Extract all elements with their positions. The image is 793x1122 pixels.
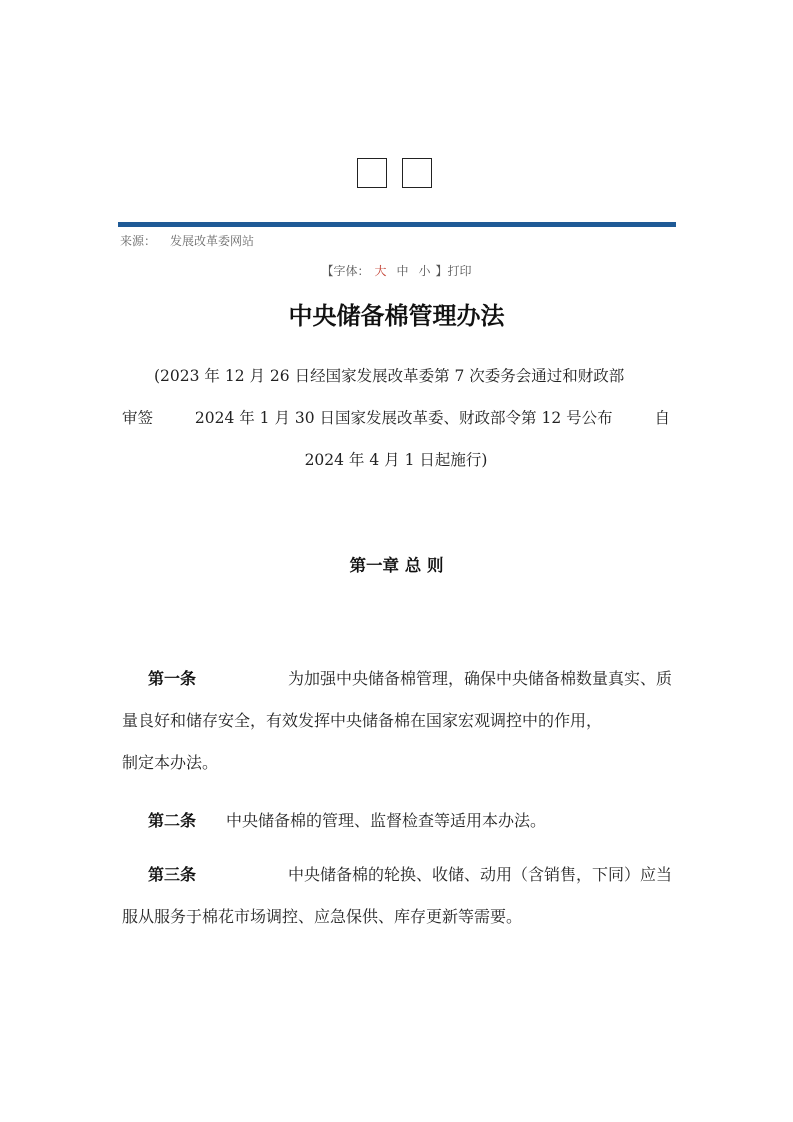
source-value: 发展改革委网站 bbox=[170, 234, 255, 248]
article-2-line-1 bbox=[122, 800, 672, 842]
print-link[interactable]: 打印 bbox=[447, 264, 472, 278]
preamble-line-3: 2024 年 4 月 1 日起施行) bbox=[304, 451, 488, 469]
article-2-label: 第二条 bbox=[148, 811, 197, 830]
chapter-title: 第一章 总 则 bbox=[349, 556, 444, 575]
article-1-line-2: 量良好和储存安全，有效发挥中央储备棉在国家宏观调控中的作用， bbox=[122, 711, 603, 730]
source-info bbox=[120, 232, 254, 249]
site-logo bbox=[357, 158, 432, 188]
font-size-medium-link[interactable]: 中 bbox=[396, 264, 409, 278]
font-bar-open: 【字体： bbox=[321, 264, 370, 278]
font-size-large-link[interactable]: 大 bbox=[374, 264, 387, 278]
preamble-line-2 bbox=[122, 397, 670, 439]
font-size-toolbar bbox=[0, 262, 793, 279]
logo-box-right bbox=[402, 158, 432, 188]
preamble-line-1: (2023 年 12 月 26 日经国家发展改革委第 7 次委务会通过和财政部 bbox=[154, 367, 625, 385]
article-1-label: 第一条 bbox=[148, 669, 197, 688]
header-divider bbox=[118, 222, 676, 227]
article-1-text-1: 为加强中央储备棉管理，确保中央储备棉数量真实、质 bbox=[287, 669, 672, 688]
article-3-text-1: 中央储备棉的轮换、收储、动用（含销售，下同）应当 bbox=[287, 865, 672, 884]
preamble-line-2-part-b: 2024 年 1 月 30 日国家发展改革委、财政部令第 12 号公布 bbox=[194, 409, 613, 427]
article-3 bbox=[122, 854, 672, 938]
logo-box-left bbox=[357, 158, 387, 188]
font-size-small-link[interactable]: 小 bbox=[418, 264, 431, 278]
article-3-line-1 bbox=[122, 854, 672, 896]
preamble-line-2-part-c: 自 bbox=[654, 409, 670, 427]
source-label: 来源： bbox=[120, 234, 157, 248]
preamble-line-2-part-a: 审签 bbox=[122, 409, 154, 427]
article-3-label: 第三条 bbox=[148, 865, 197, 884]
document-preamble bbox=[122, 355, 670, 481]
article-1-line-3: 制定本办法。 bbox=[122, 753, 219, 772]
article-1 bbox=[122, 658, 672, 784]
document-title: 中央储备棉管理办法 bbox=[288, 302, 505, 330]
article-2-text-1: 中央储备棉的管理、监督检查等适用本办法。 bbox=[226, 811, 547, 830]
article-3-line-2: 服从服务于棉花市场调控、应急保供、库存更新等需要。 bbox=[122, 907, 523, 926]
font-bar-close: 】 bbox=[435, 264, 448, 278]
article-1-line-1 bbox=[122, 658, 672, 700]
article-2 bbox=[122, 800, 672, 842]
